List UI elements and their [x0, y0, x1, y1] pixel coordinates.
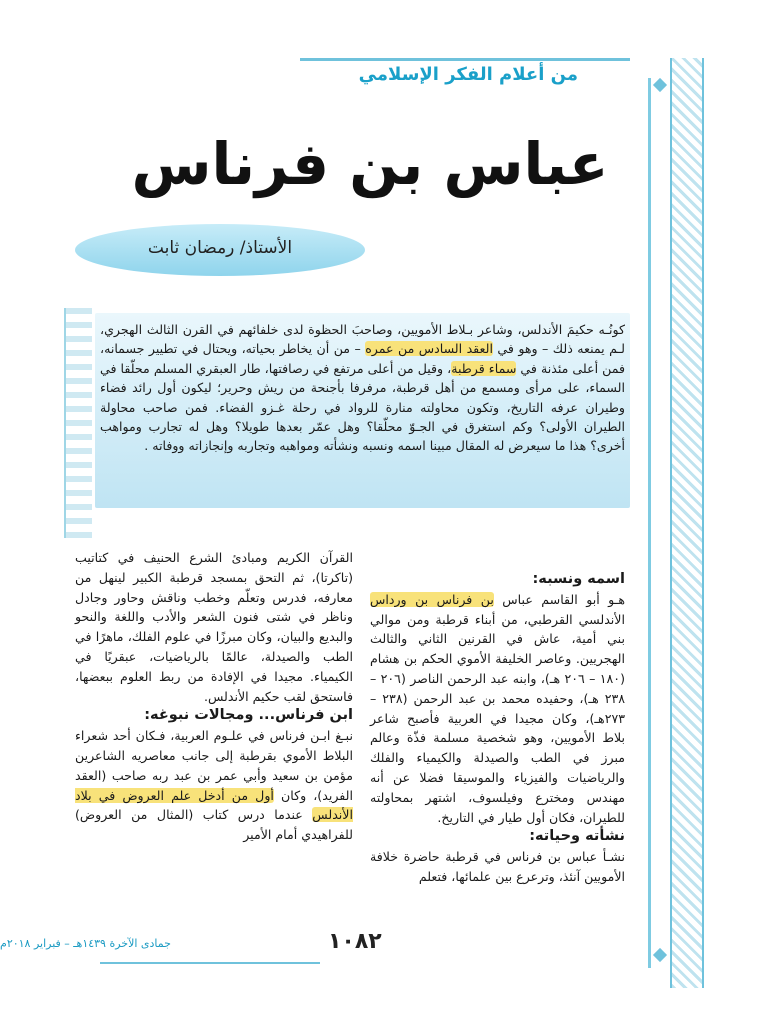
- right-column: [370, 570, 625, 887]
- author-name: الأستاذ/ رمضان ثابت: [147, 238, 293, 258]
- paragraph-highlight: أول من أدخل علم العروض في بلاد الأندلس: [75, 787, 353, 823]
- issue-date: جمادى الآخرة ١٤٣٩هـ – فبراير ٢٠١٨م: [0, 937, 171, 950]
- abstract-ornament: [64, 308, 92, 538]
- border-line: [648, 78, 651, 968]
- abstract-highlight: سماء قرطبة: [451, 360, 517, 376]
- article-title: عباس بن فرناس: [131, 130, 609, 198]
- section-heading: اسمه ونسبه:: [532, 571, 625, 587]
- paragraph-text: الأندلسي القرطبي، من أبناء قرطبة ومن موالي بني أمية، عاش في القرنين الثاني والثالث الهجريين. وعاصر الخليفة الأموي الحكم بن هشام (١٨٠ – ٢٠٦ هـ)، وابنه عبد الرحمن الناصر (٢٠٦ – ٢٣٨ هـ)، وحفيده محمد بن عبد الرحمن (٢٣٨ – ٢٧٣هـ)، وكان مجيدا في العربية فأصبح شاعر بلاط الأمويين، وهو شخصية مسلمة فذّة وعالم مبرز في الطب والصيدلة والكيمياء والفلك والرياضيات والفيزياء والموسيقا فضلا عن أنه مهندس ومخترع وفيلسوف، اشتهر بمحاولته للطيران، فكان أول طيار في التاريخ.: [370, 611, 625, 825]
- paragraph: نشـأ عباس بن فرناس في قرطبة حاضرة خلافة الأمويين آنئذ، وترعرع بين علمائها، فتعلم: [370, 849, 625, 884]
- paragraph-text: هـو أبو القاسم عباس: [493, 591, 625, 607]
- footer-rule: [100, 962, 320, 964]
- abstract-highlight: العقد السادس من عمره: [365, 341, 493, 357]
- paragraph-text: عندما درس كتاب (المثال من العروض) للفراهيدي أمام الأمير: [75, 807, 353, 843]
- page-number: ١٠٨٢: [328, 929, 382, 954]
- left-column: [75, 548, 353, 845]
- abstract-text: [100, 320, 625, 456]
- header-rule: [300, 58, 630, 61]
- paragraph: [75, 726, 353, 845]
- abstract-part: ، وقيل من أعلى مرتفع في رصافتها، طار العبقري المسلم محلّقا في السماء، على مرأى ومسمع من أهل قرطبة، مرفرفا بأجنحة من ريش وحرير؛ ليكون أول رائد فضاء وطيران عرفه التاريخ، وتكون محاولته منارة للرواد في رحلة غـزو الفضاء. فمن صاحب محاولة الطيران الأولى؟ وكم استغرق في الجـوّ محلّقا؟ وهل عمّر بعدها طويلا؟ وهل له تجارب ومواهب أخرى؟ هذا ما سيعرض له المقال مبينا اسمه ونسبه ونشأته ومواهبه وتجاربه وإنجازاته ووفاته .: [100, 360, 625, 454]
- paragraph: [370, 590, 625, 828]
- section-header: من أعلام الفكر الإسلامي: [358, 64, 578, 85]
- paragraph: القرآن الكريم ومبادئ الشرع الحنيف في كتاتيب (تاكرتا)، ثم التحق بمسجد قرطبة الكبير لينهل من معارفه، فدرس وتعلّم وخطب وناقش وحاور وجادل وناظر في شتى فنون الشعر والأدب واللغة والنحو والبديع والبيان، وكان مبرزًا في علوم الفلك، ماهرًا في الطب والصيدلة، عالمًا بالرياضيات، عبقريًا في الكيمياء. مجيدا في الإفادة من ربط العلوم ببعضها، فاستحق لقب حكيم الأندلس.: [75, 550, 353, 704]
- section-heading: نشأته وحياته:: [529, 828, 625, 845]
- paragraph-highlight: بن فرناس بن ورداس: [370, 591, 494, 607]
- abstract-part: – من أن يخاطر بحياته، ويحتال في تطيير جسمانه، فمن أعلى مئذنة في: [100, 341, 626, 376]
- abstract-part: كونُـه حكيمَ الأندلس، وشاعر بـلاط الأمويين، وصاحبَ الحظوة لدى خلفائهم في القرن الثالث الهجري، لـم يمنعه ذلك – وهو في: [100, 322, 625, 357]
- section-heading: ابن فرناس... ومجالات نبوغه:: [144, 707, 353, 724]
- paragraph-text: نبـغ ابـن فرناس في علـوم العربية، فـكان أحد شعراء البلاط الأموي بقرطبة إلى جانب معاصريه الشاعرين مؤمن بن سعيد وأبي عمر بن عبد ربه صاحب (العقد الفريد)، وكان: [75, 728, 353, 803]
